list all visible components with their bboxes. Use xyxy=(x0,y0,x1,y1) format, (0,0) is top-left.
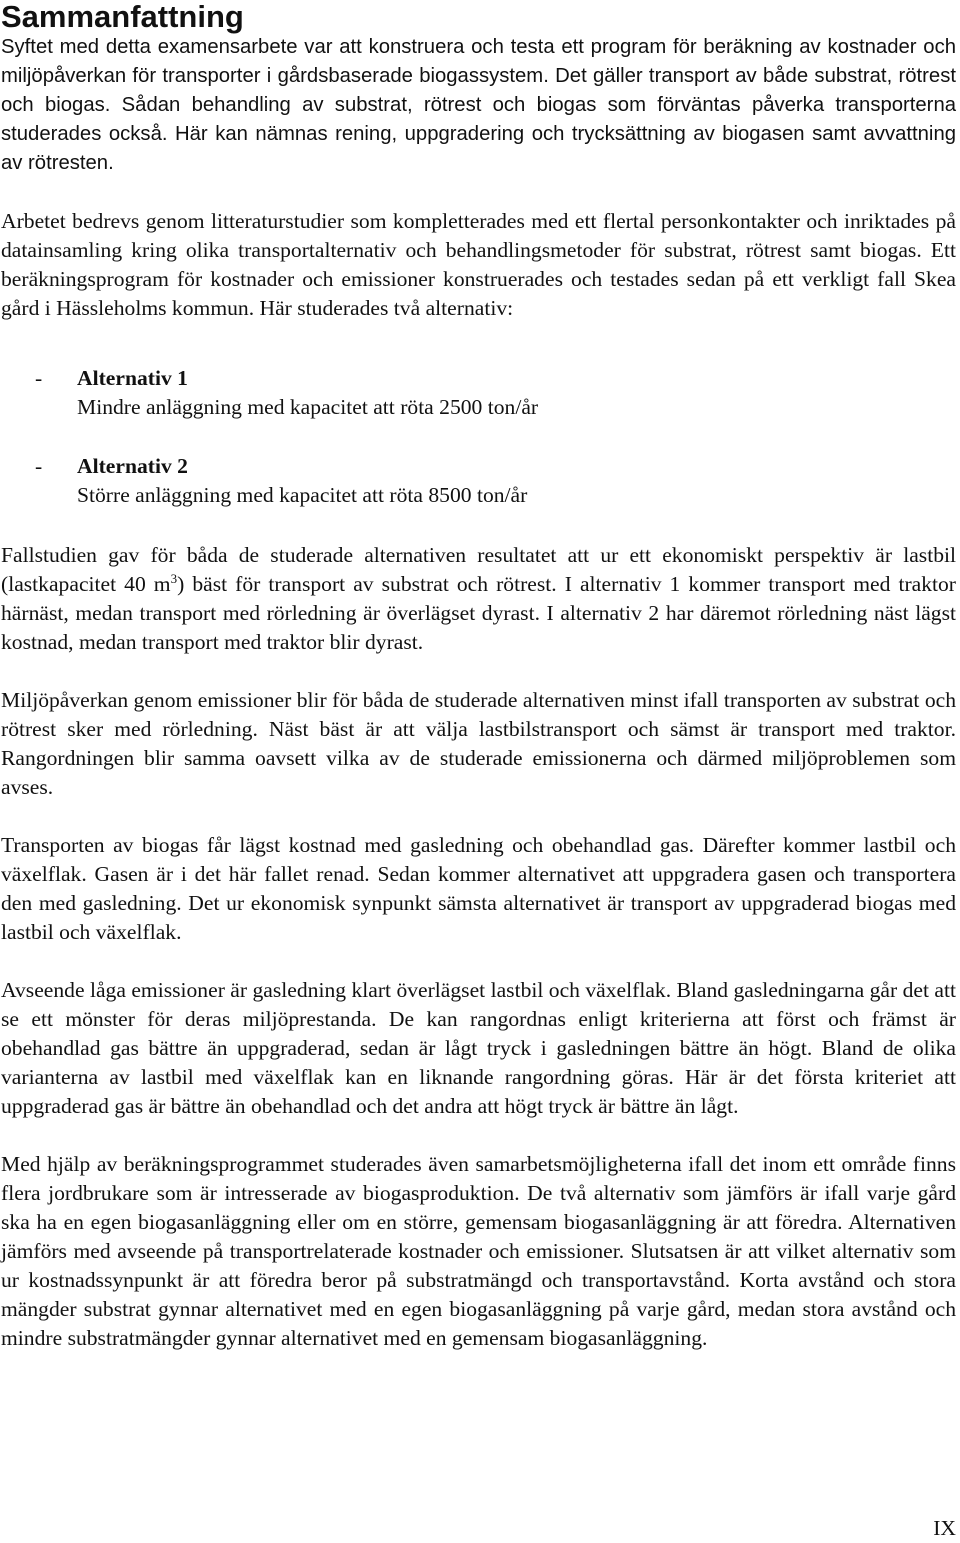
page-title: Sammanfattning xyxy=(1,0,244,34)
alternative-title: Alternativ 1 xyxy=(77,366,188,390)
list-dash: - xyxy=(35,454,43,478)
alternative-item xyxy=(1,364,956,422)
biogas-cost-paragraph: Transporten av biogas får lägst kostnad med gasledning och obehandlad gas. Därefter kommer lastbil och växelflak. Gasen är i det här fallet renad. Sedan kommer alternativet att uppgradera gasen och transportera den med gasledning. Det ur ekonomisk synpunkt sämsta alternativet är transport av uppgraderad biogas med lastbil och växelflak. xyxy=(1,833,956,944)
method-paragraph: Arbetet bedrevs genom litteraturstudier som kompletterades med ett flertal personkontakter och inriktades på datainsamling kring olika transportalternativ och behandlingsmetoder för substrat, rötrest samt biogas. Ett beräkningsprogram för kostnader och emissioner konstruerades och testades sedan på ett verkligt fall Skea gård i Hässleholms kommun. Här studerades två alternativ: xyxy=(1,209,956,320)
superscript-three: 3 xyxy=(170,570,178,586)
alternative-item xyxy=(1,452,956,510)
results-text-part1: Fallstudien gav för båda de studerade alternativen resultatet att ur ett ekonomiskt perspektiv är lastbil (lastkapacitet 40 m xyxy=(1,543,956,596)
environment-paragraph: Miljöpåverkan genom emissioner blir för båda de studerade alternativen minst ifall transporten av substrat och rötrest sker med rörledning. Näst bäst är att välja lastbilstransport och sämst är transport med traktor. Rangordningen blir samma oavsett vilka av de studerade emissionerna och därmed miljöproblemen som avses. xyxy=(1,688,956,799)
alternative-title: Alternativ 2 xyxy=(77,454,188,478)
results-paragraph xyxy=(1,541,956,657)
page-number: IX xyxy=(933,1516,956,1540)
intro-paragraph: Syftet med detta examensarbete var att konstruera och testa ett program för beräkning av kostnader och miljöpåverkan för transporter i gårdsbaserade biogassystem. Det gäller transport av både substrat, rötrest och biogas. Sådan behandling av substrat, rötrest och biogas som förväntas påverka transporterna studerades också. Här kan nämnas rening, uppgradering och trycksättning av biogasen samt avvattning av rötresten. xyxy=(1,36,956,174)
alternative-description: Större anläggning med kapacitet att röta 8500 ton/år xyxy=(77,483,528,507)
emissions-paragraph: Avseende låga emissioner är gasledning klart överlägset lastbil och växelflak. Bland gasledningarna går det att se ett mönster för deras miljöprestanda. De kan rangordnas enligt kriterierna att först och främst är obehandlad gas bättre än uppgraderad, sedan är lågt tryck i gasledningen bättre än högt. Bland de olika varianterna av lastbil med växelflak kan en liknande rangordning göras. Här är det första kriteriet att uppgraderad gas är bättre än obehandlad och det andra att högt tryck är bättre än lågt. xyxy=(1,978,956,1118)
alternative-description: Mindre anläggning med kapacitet att röta 2500 ton/år xyxy=(77,395,539,419)
list-dash: - xyxy=(35,366,43,390)
cooperation-paragraph: Med hjälp av beräkningsprogrammet studerades även samarbetsmöjligheterna ifall det inom ett område finns flera jordbrukare som är intresserade av biogasproduktion. De två alternativ som jämförs är ifall varje gård ska ha en egen biogasanläggning eller om en större, gemensam biogasanläggning är att föredra. Alternativen jämförs med avseende på transportrelaterade kostnader och emissioner. Slutsatsen är att vilket alternativ som ur kostnadssynpunkt är att föredra beror på substratmängd och transportavstånd. Korta avstånd och stora mängder substrat gynnar alternativet med en egen biogasanläggning på varje gård, medan stora avstånd och mindre substratmängder gynnar alternativet med en gemensam biogasanläggning. xyxy=(1,1152,956,1350)
results-text-part2: ) bäst för transport av substrat och rötrest. I alternativ 1 kommer transport med traktor härnäst, medan transport med rörledning är överlägset dyrast. I alternativ 2 har däremot rörledning näst lägst kostnad, medan transport med traktor blir dyrast. xyxy=(1,572,956,654)
